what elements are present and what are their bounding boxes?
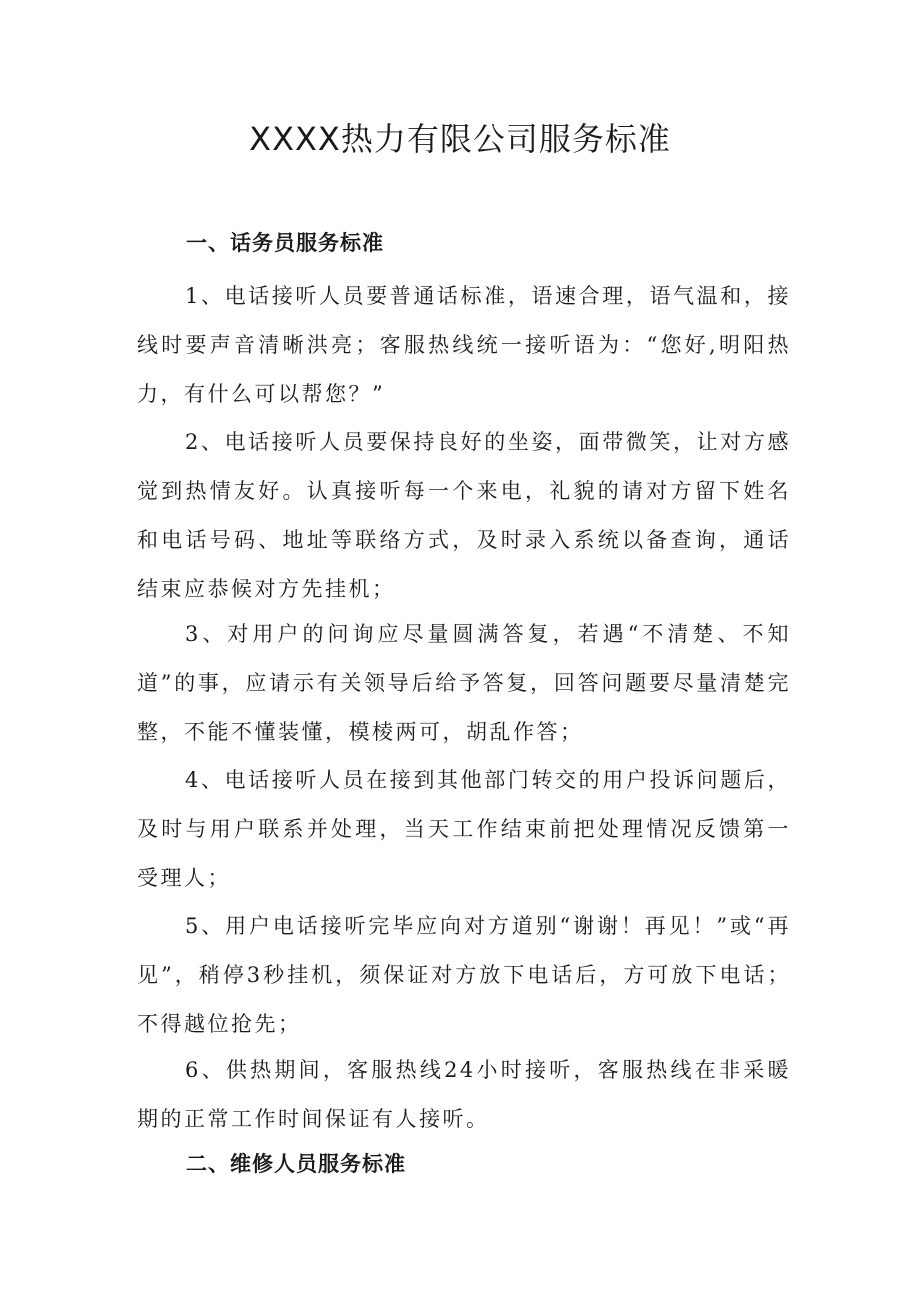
paragraph-6: 6、供热期间，客服热线24小时接听，客服热线在非采暖期的正常工作时间保证有人接听。: [137, 1058, 791, 1131]
paragraph-1: 1、电话接听人员要普通话标准，语速合理，语气温和，接线时要声音清晰洪亮；客服热线统一接听语为：“您好,明阳热力，有什么可以帮您？”: [137, 284, 791, 406]
section-heading-maintenance: 二、维修人员服务标准: [186, 1152, 406, 1176]
section-heading-operator: 一、话务员服务标准: [186, 231, 384, 255]
paragraph-2: 2、电话接听人员要保持良好的坐姿，面带微笑，让对方感觉到热情友好。认真接听每一个来电，礼貌的请对方留下姓名和电话号码、地址等联络方式，及时录入系统以备查询，通话结束应恭候对方先挂机；: [137, 430, 791, 601]
document-title: XXXX热力有限公司服务标准: [249, 120, 671, 158]
paragraph-4: 4、电话接听人员在接到其他部门转交的用户投诉问题后，及时与用户联系并处理，当天工作结束前把处理情况反馈第一受理人；: [137, 768, 791, 890]
paragraph-5: 5、用户电话接听完毕应向对方道别“谢谢！再见！”或“再见”，稍停3秒挂机，须保证对方放下电话后，方可放下电话；不得越位抢先；: [137, 914, 791, 1036]
paragraph-3: 3、对用户的问询应尽量圆满答复，若遇“不清楚、不知道”的事，应请示有关领导后给予答复，回答问题要尽量清楚完整，不能不懂装懂，模棱两可，胡乱作答；: [137, 622, 791, 744]
